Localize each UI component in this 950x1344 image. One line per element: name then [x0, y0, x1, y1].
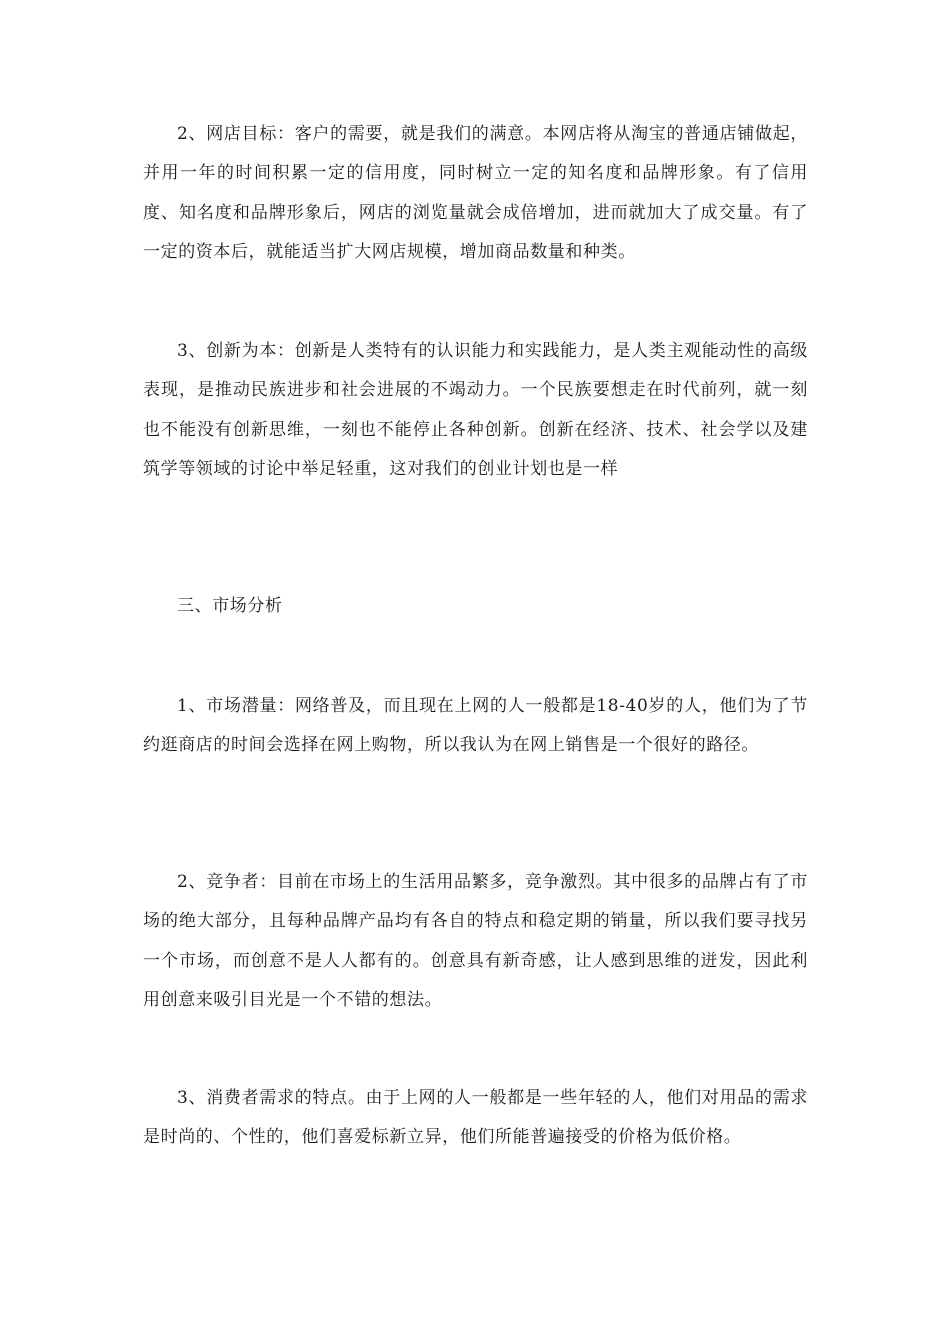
paragraph-consumer-demand: 3、消费者需求的特点。由于上网的人一般都是一些年轻的人，他们对用品的需求是时尚的、个性的，他们喜爱标新立异，他们所能普遍接受的价格为低价格。 — [143, 1088, 808, 1148]
paragraph-market-potential: 1、市场潜量：网络普及，而且现在上网的人一般都是18-40岁的人，他们为了节约逛商店的时间会选择在网上购物，所以我认为在网上销售是一个很好的路径。 — [143, 696, 808, 756]
paragraph-store-goal: 2、网店目标：客户的需要，就是我们的满意。本网店将从淘宝的普通店铺做起，并用一年的时间积累一定的信用度，同时树立一定的知名度和品牌形象。有了信用度、知名度和品牌形象后，网店的浏览量就会成倍增加，进而就加大了成交量。有了一定的资本后，就能适当扩大网店规模，增加商品数量和种类。 — [143, 124, 808, 262]
section-heading-market-analysis: 三、市场分析 — [177, 596, 283, 616]
paragraph-competitors: 2、竞争者：目前在市场上的生活用品繁多，竞争激烈。其中很多的品牌占有了市场的绝大部分，且每种品牌产品均有各自的特点和稳定期的销量，所以我们要寻找另一个市场，而创意不是人人都有的。创意具有新奇感，让人感到思维的迸发，因此利用创意来吸引目光是一个不错的想法。 — [143, 872, 808, 1010]
paragraph-innovation: 3、创新为本：创新是人类特有的认识能力和实践能力，是人类主观能动性的高级表现，是推动民族进步和社会进展的不竭动力。一个民族要想走在时代前列，就一刻也不能没有创新思维，一刻也不能停止各种创新。创新在经济、技术、社会学以及建筑学等领域的讨论中举足轻重，这对我们的创业计划也是一样 — [143, 341, 808, 479]
